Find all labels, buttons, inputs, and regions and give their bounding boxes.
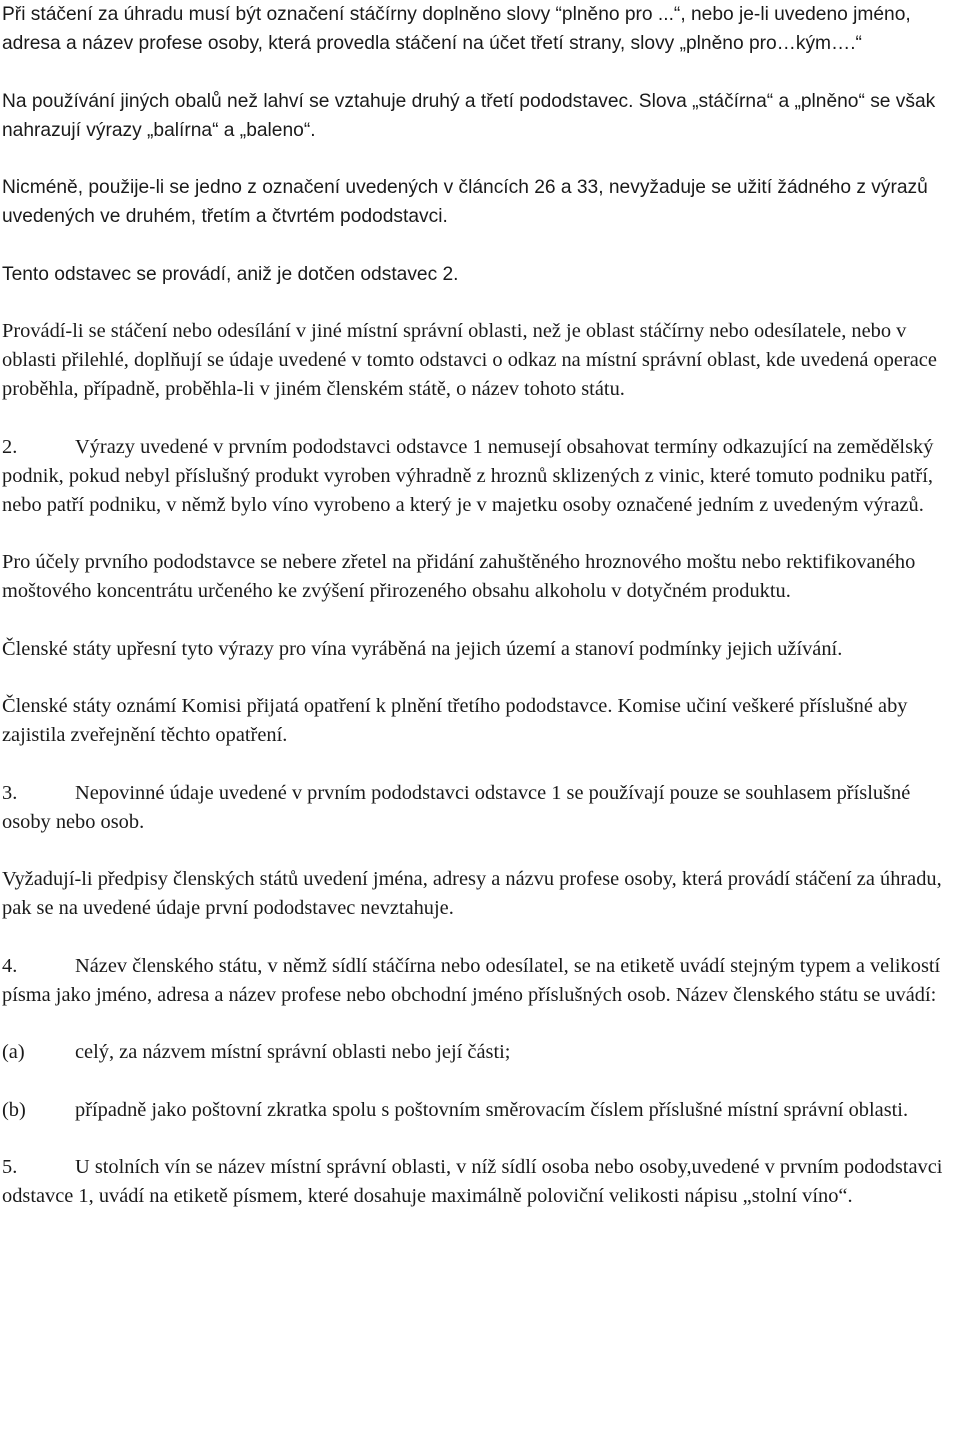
section-5 <box>2 1153 956 1211</box>
paragraph-without-prejudice: Tento odstavec se provádí, aniž je dotčen odstavec 2. <box>2 263 459 285</box>
paragraph-member-states-notify: Členské státy oznámí Komisi přijatá opatření k plnění třetího pododstavce. Komise učiní veškeré příslušné aby zajistila zveřejnění těchto opatření. <box>2 695 908 746</box>
paragraph-bottling-for-payment: Při stáčení za úhradu musí být označení stáčírny doplněno slovy “plněno pro ...“, nebo je-li uvedeno jméno, adresa a název profese osoby, která provedla stáčení na účet třetí strany, slovy „plněno pro…kým….“ <box>2 4 911 54</box>
paragraph-other-containers: Na používání jiných obalů než lahví se vztahuje druhý a třetí pododstavec. Slova „stáčírna“ a „plněno“ se však nahrazují výrazy „balírna“ a „baleno“. <box>2 90 936 141</box>
paragraph-member-states-specify: Členské státy upřesní tyto výrazy pro vína vyráběná na jejich území a stanoví podmínky jejich užívání. <box>2 637 843 660</box>
section-3 <box>2 779 956 837</box>
paragraph-member-state-rules: Vyžadují-li předpisy členských států uvedení jména, adresy a názvu profese osoby, která provádí stáčení za úhradu, pak se na uvedené údaje první pododstavec nevztahuje. <box>2 868 942 919</box>
section-number: 2. <box>2 435 18 458</box>
section-text: Nepovinné údaje uvedené v prvním pododstavci odstavce 1 se používají pouze se souhlasem příslušné osoby nebo osob. <box>2 781 911 833</box>
list-item-label: (b) <box>2 1098 26 1121</box>
section-text: Název členského státu, v němž sídlí stáčírna nebo odesílatel, se na etiketě uvádí stejným typem a velikostí písma jako jméno, adresa a název profese nebo obchodní jméno příslušných osob. Název členského státu se uvádí: <box>2 954 941 1006</box>
paragraph-grape-must: Pro účely prvního pododstavce se nebere zřetel na přidání zahuštěného hroznového moštu nebo rektifikovaného moštového koncentrátu určeného ke zvýšení přirozeného obsahu alkoholu v dotyčném produktu. <box>2 551 916 602</box>
section-number: 3. <box>2 781 18 804</box>
list-item-text: celý, za názvem místní správní oblasti nebo její části; <box>75 1041 511 1063</box>
list-item-text: případně jako poštovní zkratka spolu s poštovním směrovacím číslem příslušné místní správní oblasti. <box>75 1098 909 1121</box>
section-4 <box>2 952 956 1010</box>
section-number: 5. <box>2 1156 18 1178</box>
section-number: 4. <box>2 954 18 977</box>
list-item-b <box>2 1096 956 1125</box>
list-item-a <box>2 1038 956 1067</box>
paragraph-articles-exception: Nicméně, použije-li se jedno z označení uvedených v článcích 26 a 33, nevyžaduje se užití žádného z výrazů uvedených ve druhém, třetím a čtvrtém pododstavci. <box>2 177 928 227</box>
section-text: Výrazy uvedené v prvním pododstavci odstavce 1 nemusejí obsahovat termíny odkazující na zemědělský podnik, pokud nebyl příslušný produkt vyroben výhradně z hroznů sklizených z vinic, které tomuto podniku patří, nebo patří podniku, v němž bylo víno vyrobeno a který je v majetku osoby označené jedním z uvedeným výrazů. <box>2 435 934 516</box>
paragraph-administrative-area: Provádí-li se stáčení nebo odesílání v jiné místní správní oblasti, než je oblast stáčírny nebo odesílatele, nebo v oblasti přilehlé, doplňují se údaje uvedené v tomto odstavci o odkaz na místní správní oblast, kde uvedená operace proběhla, případně, proběhla-li v jiném členském státě, o název tohoto státu. <box>2 320 937 400</box>
section-text: U stolních vín se název místní správní oblasti, v níž sídlí osoba nebo osoby,uvedené v prvním pododstavci odstavce 1, uvádí na etiketě písmem, které dosahuje maximálně poloviční velikosti nápisu „stolní víno“. <box>2 1156 943 1207</box>
list-item-label: (a) <box>2 1041 25 1063</box>
section-2 <box>2 433 956 520</box>
